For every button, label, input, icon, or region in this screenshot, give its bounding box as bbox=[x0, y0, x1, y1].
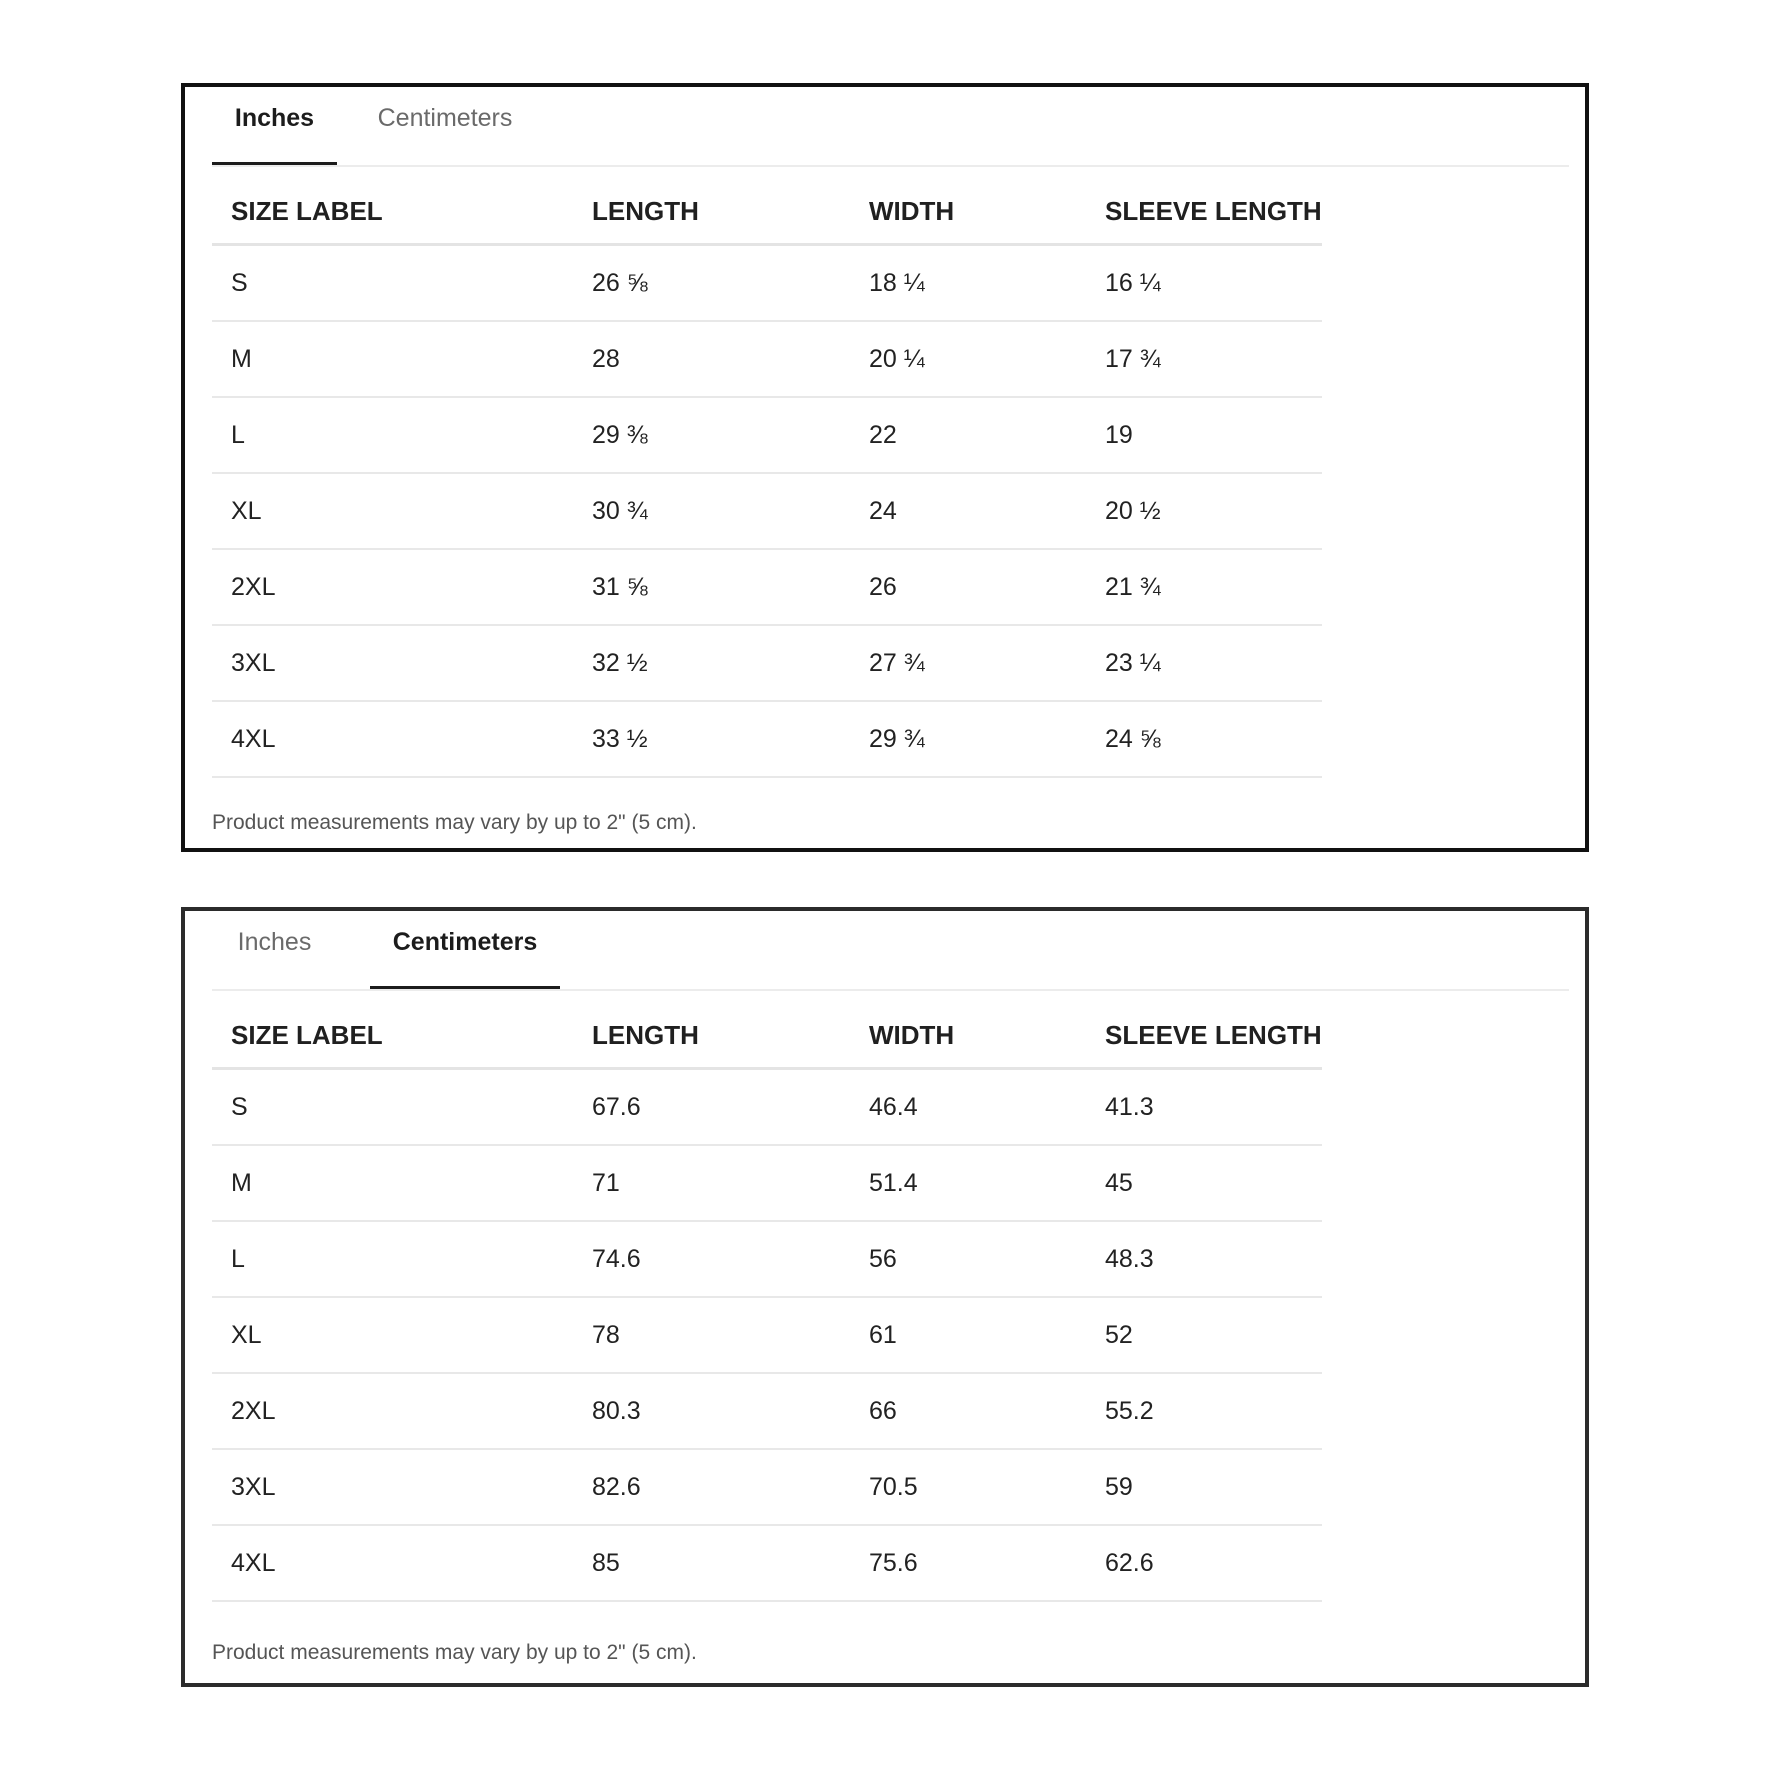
tab-centimeters[interactable]: Centimeters bbox=[377, 104, 513, 132]
unit-tabs bbox=[212, 87, 1569, 167]
width-cell: 24 bbox=[850, 473, 1086, 549]
length-cell: 33 ½ bbox=[573, 701, 850, 777]
length-cell: 78 bbox=[573, 1297, 850, 1373]
size-cell: M bbox=[212, 1145, 573, 1221]
table-row bbox=[212, 1069, 1322, 1146]
sleeve-length-cell: 62.6 bbox=[1086, 1525, 1322, 1601]
sleeve-length-cell: 41.3 bbox=[1086, 1069, 1322, 1146]
table-row bbox=[212, 1525, 1322, 1601]
table-row bbox=[212, 397, 1322, 473]
table-row bbox=[212, 1449, 1322, 1525]
sleeve-length-cell: 16 ¼ bbox=[1086, 245, 1322, 322]
length-cell: 74.6 bbox=[573, 1221, 850, 1297]
header-length: LENGTH bbox=[573, 179, 850, 245]
sleeve-length-cell: 19 bbox=[1086, 397, 1322, 473]
sleeve-length-cell: 52 bbox=[1086, 1297, 1322, 1373]
size-cell: M bbox=[212, 321, 573, 397]
size-cell: L bbox=[212, 1221, 573, 1297]
sleeve-length-cell: 21 ¾ bbox=[1086, 549, 1322, 625]
width-cell: 29 ¾ bbox=[850, 701, 1086, 777]
size-cell: XL bbox=[212, 473, 573, 549]
tab-centimeters[interactable]: Centimeters bbox=[370, 911, 560, 989]
width-cell: 70.5 bbox=[850, 1449, 1086, 1525]
size-cell: 3XL bbox=[212, 625, 573, 701]
width-cell: 51.4 bbox=[850, 1145, 1086, 1221]
header-sleeve-length: SLEEVE LENGTH bbox=[1086, 1003, 1322, 1069]
size-cell: 2XL bbox=[212, 549, 573, 625]
sleeve-length-cell: 17 ¾ bbox=[1086, 321, 1322, 397]
table-row bbox=[212, 245, 1322, 322]
size-cell: 3XL bbox=[212, 1449, 573, 1525]
sleeve-length-cell: 24 ⅝ bbox=[1086, 701, 1322, 777]
width-cell: 18 ¼ bbox=[850, 245, 1086, 322]
sleeve-length-cell: 23 ¼ bbox=[1086, 625, 1322, 701]
width-cell: 56 bbox=[850, 1221, 1086, 1297]
header-width: WIDTH bbox=[850, 179, 1086, 245]
measurement-note: Product measurements may vary by up to 2" (5 cm). bbox=[212, 811, 697, 834]
size-cell: S bbox=[212, 1069, 573, 1146]
length-cell: 28 bbox=[573, 321, 850, 397]
sleeve-length-cell: 45 bbox=[1086, 1145, 1322, 1221]
length-cell: 85 bbox=[573, 1525, 850, 1601]
length-cell: 31 ⅝ bbox=[573, 549, 850, 625]
width-cell: 27 ¾ bbox=[850, 625, 1086, 701]
width-cell: 46.4 bbox=[850, 1069, 1086, 1146]
size-table bbox=[212, 1003, 1322, 1602]
header-size-label: SIZE LABEL bbox=[212, 1003, 573, 1069]
size-cell: 4XL bbox=[212, 1525, 573, 1601]
length-cell: 32 ½ bbox=[573, 625, 850, 701]
header-length: LENGTH bbox=[573, 1003, 850, 1069]
length-cell: 71 bbox=[573, 1145, 850, 1221]
width-cell: 75.6 bbox=[850, 1525, 1086, 1601]
table-header-row bbox=[212, 179, 1322, 245]
sleeve-length-cell: 59 bbox=[1086, 1449, 1322, 1525]
table-row bbox=[212, 1221, 1322, 1297]
sleeve-length-cell: 55.2 bbox=[1086, 1373, 1322, 1449]
length-cell: 80.3 bbox=[573, 1373, 850, 1449]
width-cell: 61 bbox=[850, 1297, 1086, 1373]
table-row bbox=[212, 1297, 1322, 1373]
size-cell: S bbox=[212, 245, 573, 322]
size-chart-panel-centimeters bbox=[181, 907, 1589, 1687]
length-cell: 67.6 bbox=[573, 1069, 850, 1146]
width-cell: 66 bbox=[850, 1373, 1086, 1449]
size-table bbox=[212, 179, 1322, 778]
header-width: WIDTH bbox=[850, 1003, 1086, 1069]
header-sleeve-length: SLEEVE LENGTH bbox=[1086, 179, 1322, 245]
table-row bbox=[212, 473, 1322, 549]
unit-tabs bbox=[212, 911, 1569, 991]
table-row bbox=[212, 1145, 1322, 1221]
length-cell: 26 ⅝ bbox=[573, 245, 850, 322]
header-size-label: SIZE LABEL bbox=[212, 179, 573, 245]
table-row bbox=[212, 321, 1322, 397]
table-row bbox=[212, 1373, 1322, 1449]
table-row bbox=[212, 625, 1322, 701]
size-chart-panel-inches bbox=[181, 83, 1589, 852]
size-cell: XL bbox=[212, 1297, 573, 1373]
length-cell: 82.6 bbox=[573, 1449, 850, 1525]
length-cell: 30 ¾ bbox=[573, 473, 850, 549]
table-header-row bbox=[212, 1003, 1322, 1069]
size-cell: L bbox=[212, 397, 573, 473]
size-cell: 4XL bbox=[212, 701, 573, 777]
sleeve-length-cell: 20 ½ bbox=[1086, 473, 1322, 549]
measurement-note: Product measurements may vary by up to 2" (5 cm). bbox=[212, 1641, 697, 1664]
width-cell: 26 bbox=[850, 549, 1086, 625]
width-cell: 22 bbox=[850, 397, 1086, 473]
tab-inches[interactable]: Inches bbox=[212, 87, 337, 165]
length-cell: 29 ⅜ bbox=[573, 397, 850, 473]
tab-inches[interactable]: Inches bbox=[237, 928, 312, 956]
size-cell: 2XL bbox=[212, 1373, 573, 1449]
table-row bbox=[212, 701, 1322, 777]
sleeve-length-cell: 48.3 bbox=[1086, 1221, 1322, 1297]
table-row bbox=[212, 549, 1322, 625]
width-cell: 20 ¼ bbox=[850, 321, 1086, 397]
